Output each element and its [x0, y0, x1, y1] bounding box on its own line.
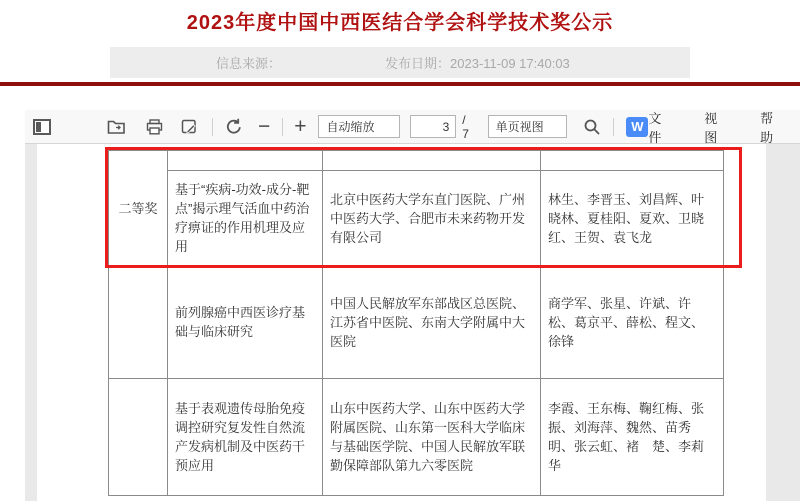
open-file-icon: [107, 119, 126, 135]
menu-file[interactable]: 文件: [648, 110, 662, 145]
rotate-button[interactable]: [225, 118, 243, 135]
award-table: [108, 150, 724, 496]
view-mode-select[interactable]: 单页视图: [488, 115, 568, 138]
print-button[interactable]: [146, 119, 163, 135]
menu-view[interactable]: 视图: [704, 110, 718, 145]
info-source-label: 信息来源：: [216, 56, 282, 71]
document-area[interactable]: [25, 144, 800, 501]
zoom-out-button[interactable]: −: [257, 114, 271, 138]
red-divider-rule: [0, 82, 800, 86]
table-row: [109, 266, 724, 379]
project-cell: 前列腺癌中西医诊疗基础与临床研究: [168, 266, 323, 379]
page-number-input[interactable]: [410, 115, 456, 138]
award-grade-cell: [109, 379, 168, 496]
pdf-viewer: [25, 110, 800, 501]
rotate-icon: [225, 118, 243, 135]
annotate-icon: [181, 119, 198, 135]
publish-date-label: 发布日期：: [385, 56, 451, 71]
project-cell: 基于表观遗传母胎免疫调控研究复发性自然流产发病机制及中医药干预应用: [168, 379, 323, 496]
page-title: 2023年度中国中西医结合学会科学技术奖公示: [186, 12, 614, 34]
empty-cell: [168, 151, 323, 171]
project-cell: 基于“疾病-功效-成分-靶点”揭示理气活血中药治疗痹证的作用机理及应用: [168, 171, 323, 266]
zoom-in-button[interactable]: +: [294, 114, 307, 138]
award-grade-cell: 二等奖: [109, 151, 168, 266]
institutions-cell: 山东中医药大学、山东中医药大学附属医院、山东第一医科大学临床与基础医学院、中国人民解放军联勤保障部队第九六零医院: [323, 379, 541, 496]
table-row: [109, 379, 724, 496]
open-file-button[interactable]: [107, 119, 126, 135]
institutions-cell: 北京中医药大学东直门医院、广州中医药大学、合肥市未来药物开发有限公司: [323, 171, 541, 266]
publish-date: [385, 53, 570, 72]
institutions-cell: 中国人民解放军东部战区总医院、江苏省中医院、东南大学附属中大医院: [323, 266, 541, 379]
print-icon: [146, 119, 163, 135]
empty-cell: [323, 151, 541, 171]
zoom-mode-select[interactable]: 自动缩放: [318, 115, 400, 138]
wps-plugin-button[interactable]: W: [626, 117, 648, 137]
publish-date-value: 2023-11-09 17:40:03: [450, 56, 570, 71]
winners-cell: 商学军、张星、许斌、许松、葛京平、薛松、程文、徐锋: [541, 266, 724, 379]
menu-help[interactable]: 帮助: [760, 110, 774, 145]
empty-cell: [541, 151, 724, 171]
winners-cell: 李霞、王东梅、鞠红梅、张振、刘海萍、魏然、苗秀明、张云虹、褚 楚、李莉华: [541, 379, 724, 496]
toolbar-divider: [282, 118, 283, 136]
search-button[interactable]: [583, 118, 601, 136]
pdf-page: [37, 144, 766, 501]
toolbar-divider: [613, 118, 614, 136]
page-total-label: / 7: [462, 112, 469, 141]
toolbar-divider: [212, 118, 213, 136]
sidebar-toggle-fill: [36, 122, 41, 132]
winners-cell: 林生、李晋玉、刘昌辉、叶晓林、夏桂阳、夏欢、卫晓红、王贺、袁飞龙: [541, 171, 724, 266]
info-bar: [110, 47, 690, 78]
sidebar-toggle-icon[interactable]: [33, 119, 51, 135]
pdf-toolbar: [25, 110, 800, 144]
search-icon: [583, 118, 601, 136]
toolbar-menus: [648, 108, 786, 146]
award-grade-cell: [109, 266, 168, 379]
table-row-partial: [109, 151, 724, 171]
annotate-button[interactable]: [181, 119, 198, 135]
table-row: [109, 171, 724, 266]
